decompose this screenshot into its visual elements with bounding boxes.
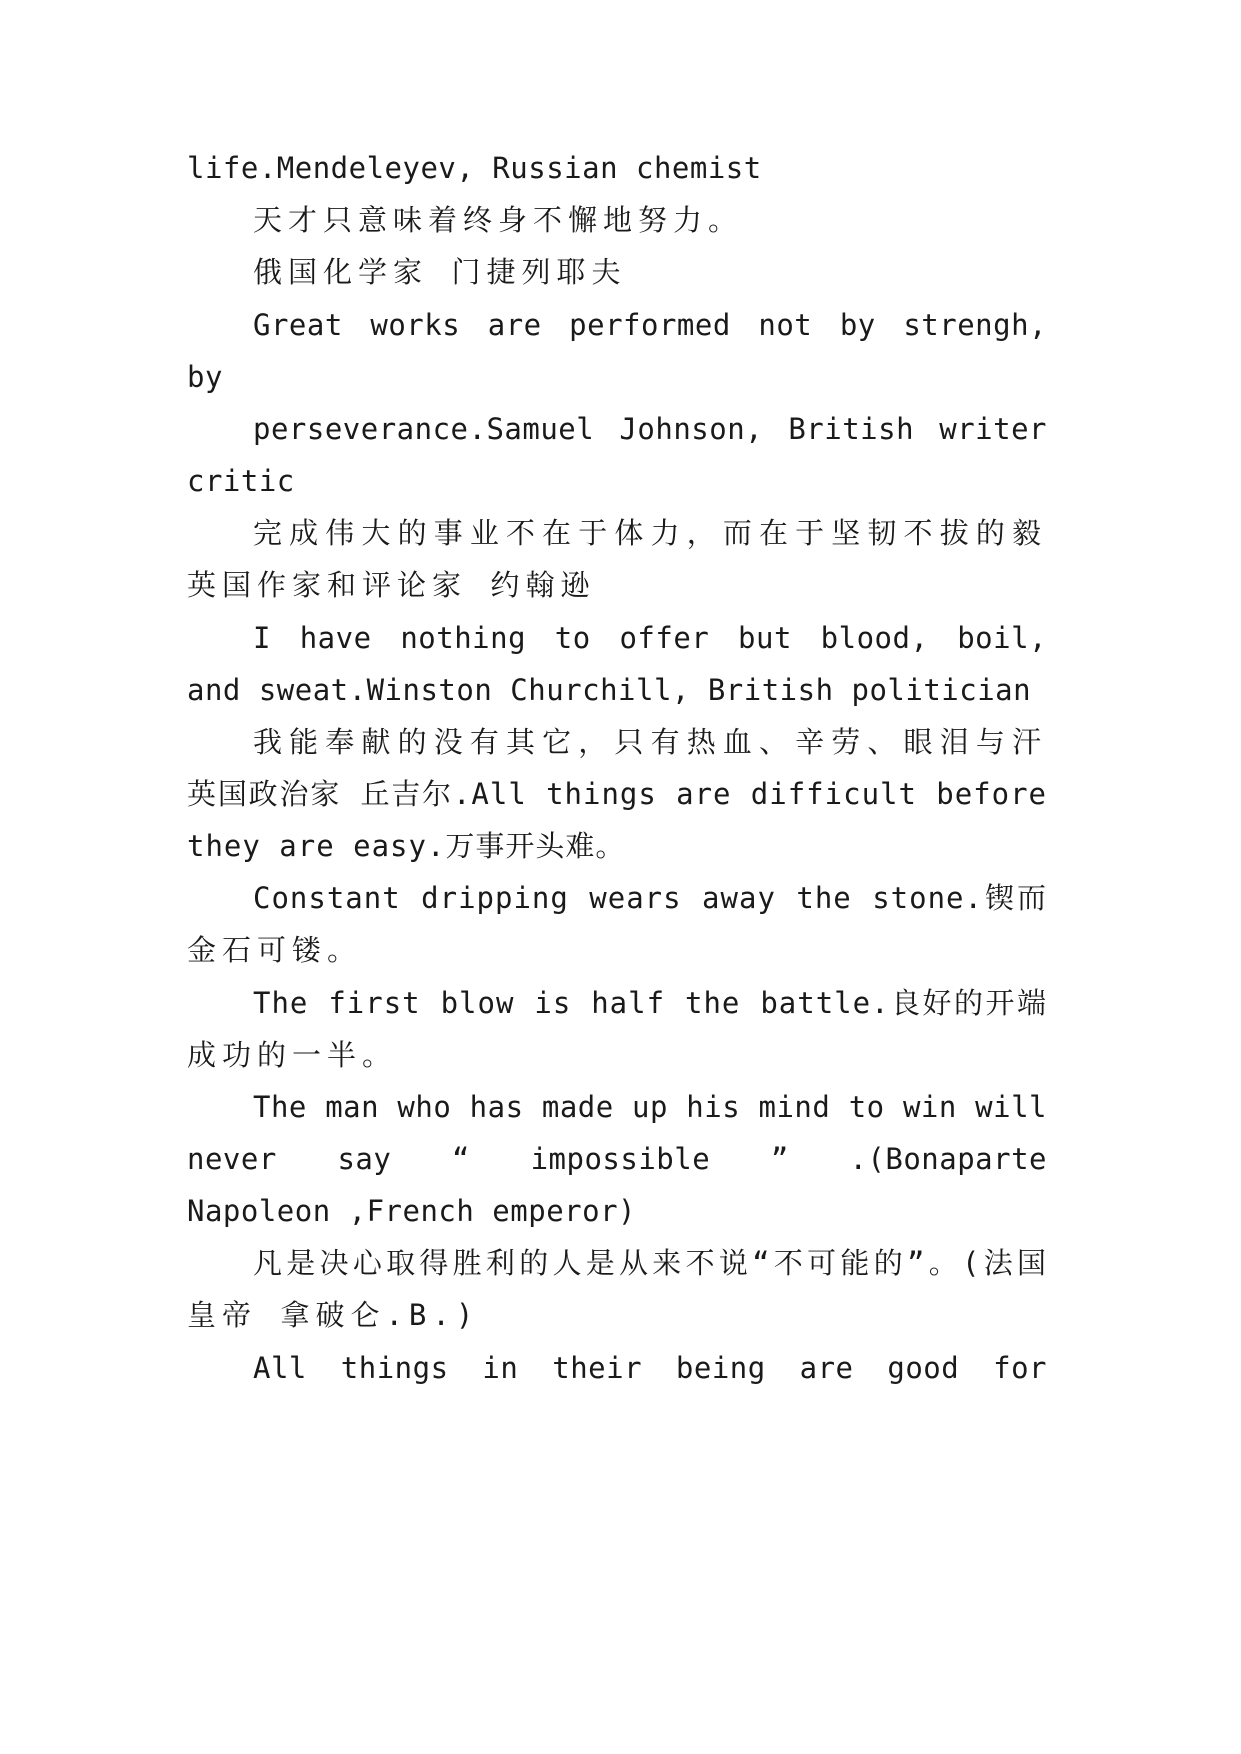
text-line: 英国政治家 丘吉尔.All things are difficult before [187, 777, 1047, 811]
text-line: 凡是决心取得胜利的人是从来不说“不可能的”。(法国 [253, 1246, 1047, 1280]
text-line: critic [187, 464, 295, 498]
text-line: they are easy.万事开头难。 [187, 829, 626, 863]
text-line: The first blow is half the battle.良好的开端 [253, 986, 1047, 1020]
text-line: 我能奉献的没有其它，只有热血、辛劳、眼泪与汗 [253, 725, 1047, 759]
text-line: 金石可镂。 [187, 933, 363, 967]
text-line: Constant dripping wears away the stone.锲而 [253, 881, 1047, 915]
text-line: I have nothing to offer but blood, boil, [253, 621, 1047, 655]
text-line: 天才只意味着终身不懈地努力。 [253, 203, 744, 237]
text-line: 完成伟大的事业不在于体力，而在于坚韧不拔的毅 [253, 516, 1047, 550]
text-line: Napoleon ,French emperor) [187, 1194, 636, 1228]
text-line: and sweat.Winston Churchill, British politician [187, 673, 1032, 707]
text-line: The man who has made up his mind to win will [253, 1090, 1047, 1124]
text-line: 俄国化学家 门捷列耶夫 [253, 255, 627, 289]
text-line: 皇帝 拿破仑.B.) [187, 1298, 480, 1332]
text-line: Great works are performed not by strengh, [253, 308, 1047, 342]
text-line: perseverance.Samuel Johnson, British writer [253, 412, 1047, 446]
text-line: never say “ impossible ” .(Bonaparte [187, 1142, 1047, 1176]
text-line: All things in their being are good for [253, 1351, 1047, 1385]
text-line: 成功的一半。 [187, 1038, 398, 1072]
text-line: by [187, 360, 223, 394]
text-line: 英国作家和评论家 约翰逊 [187, 568, 596, 602]
text-line: life.Mendeleyev, Russian chemist [187, 151, 762, 185]
